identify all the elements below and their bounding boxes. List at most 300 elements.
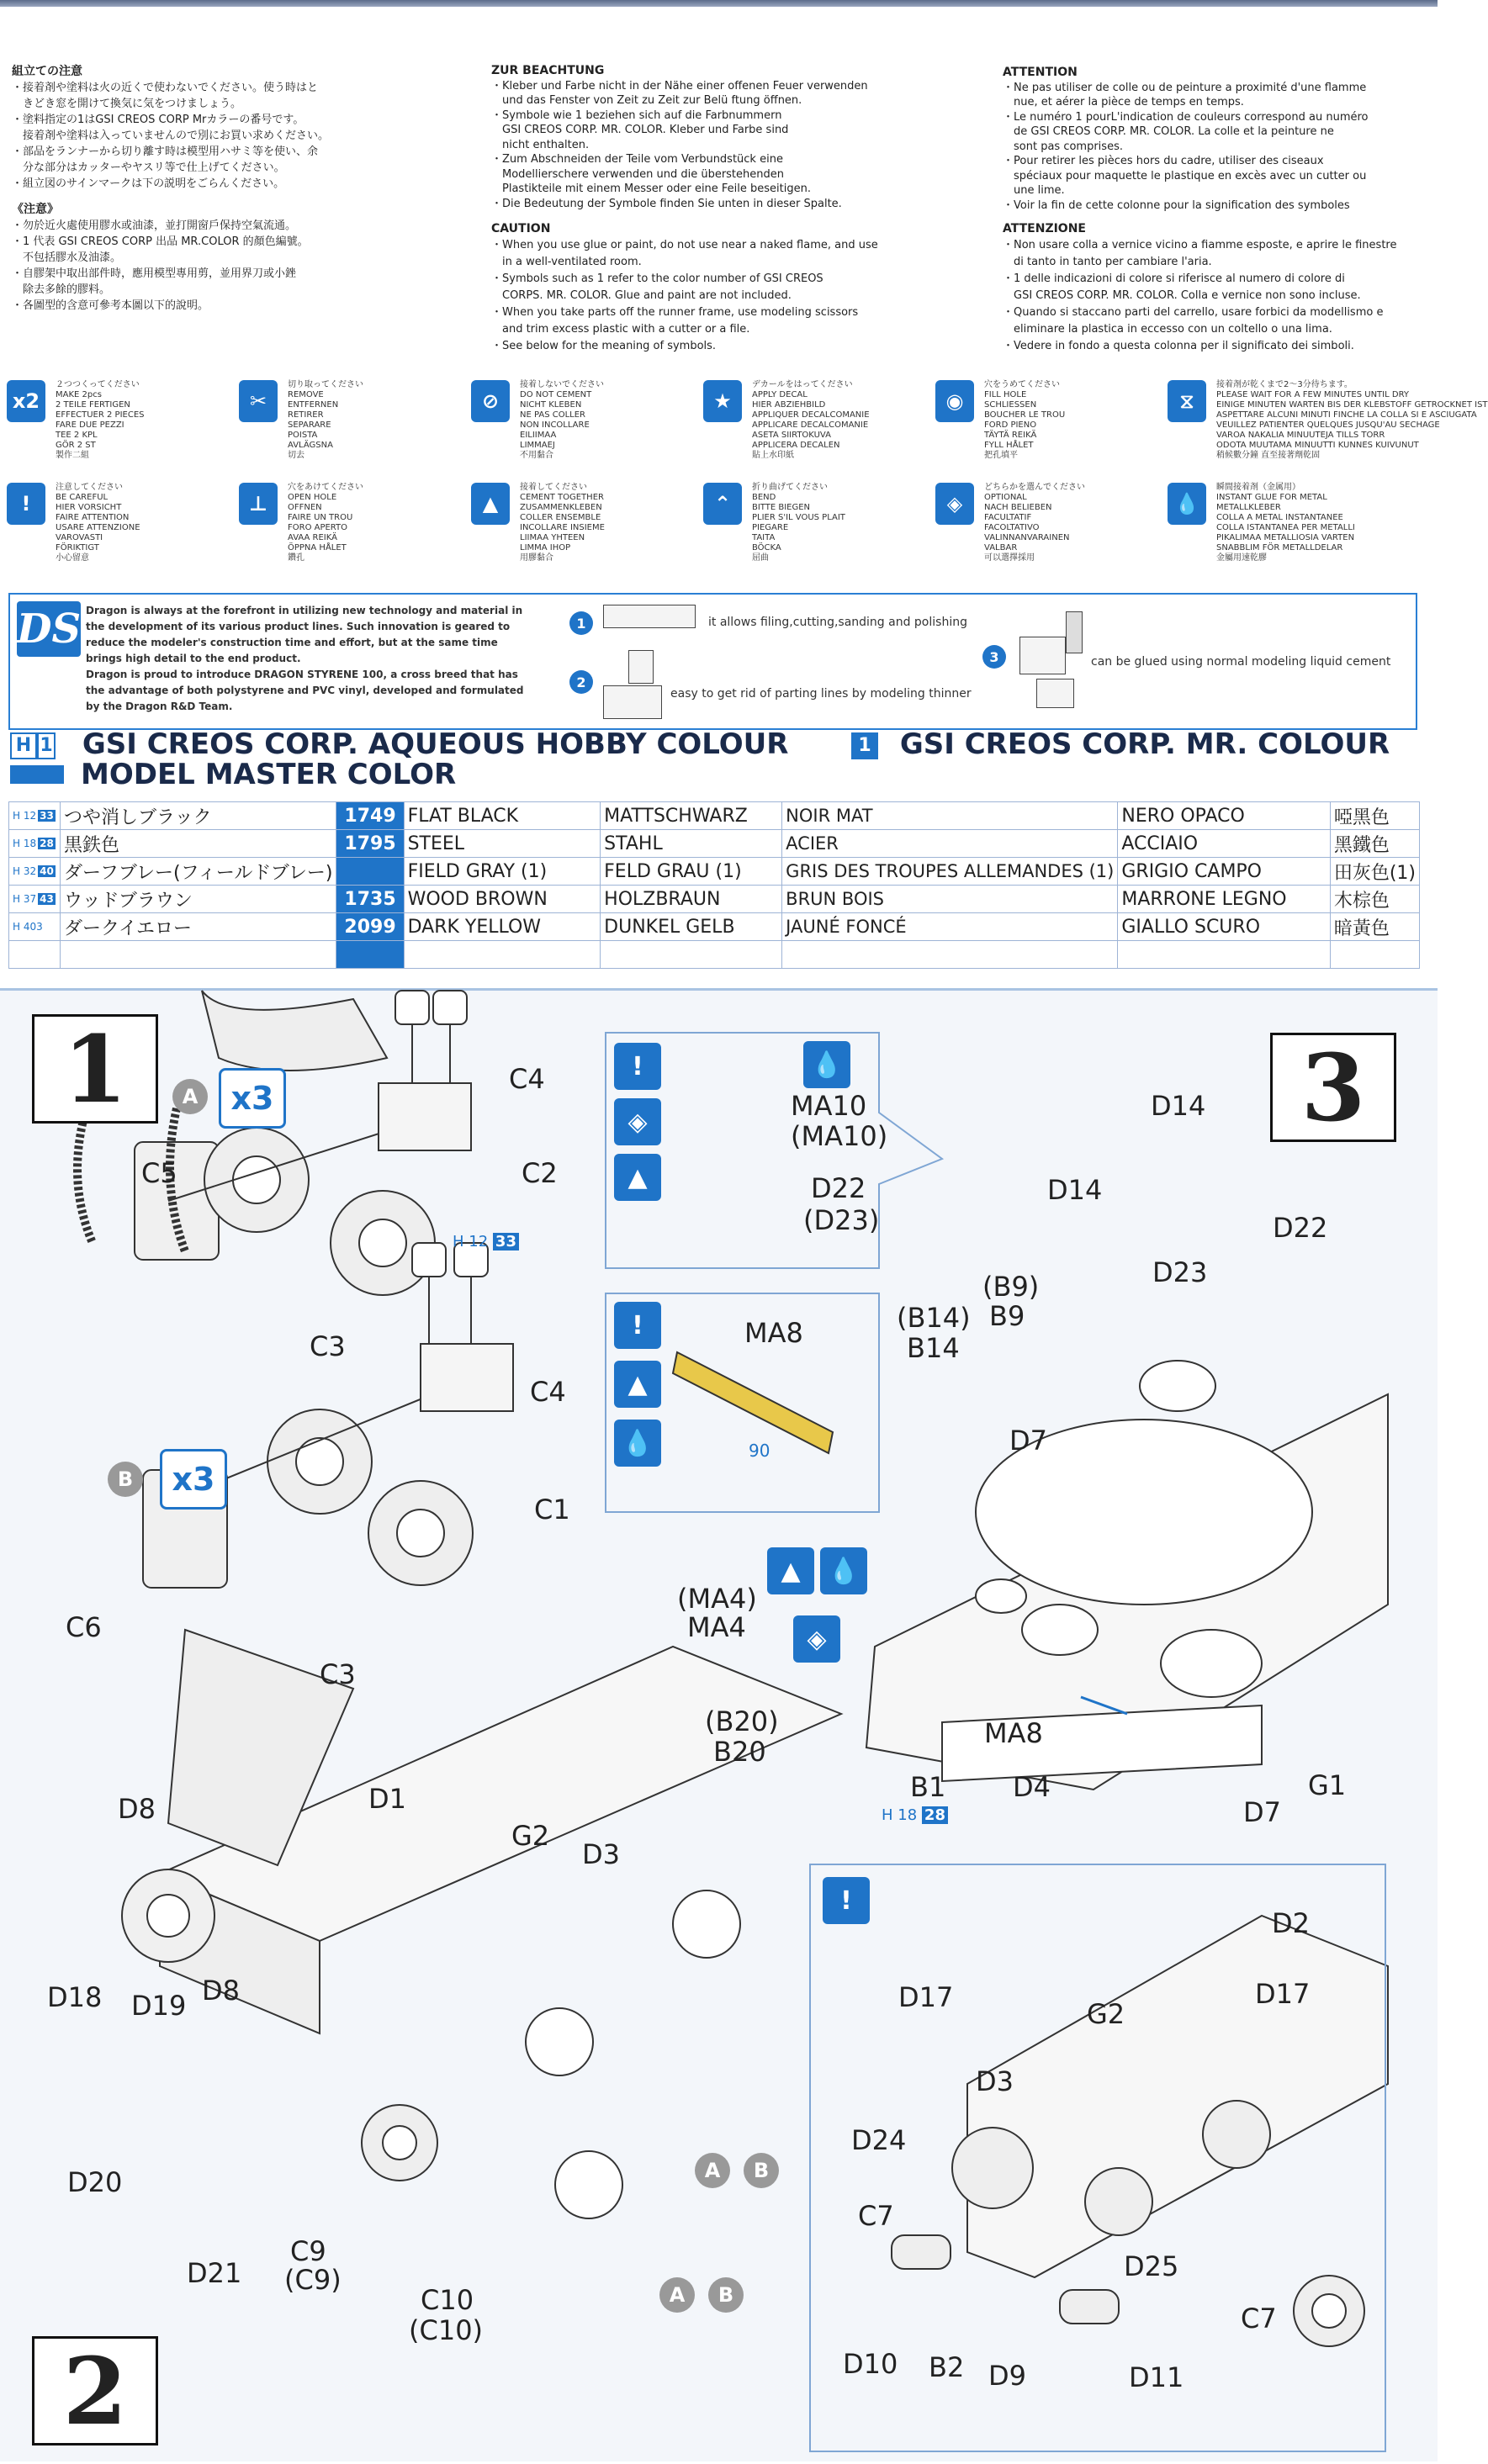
- legend-line: ODOTA MUUTAMA MINUUTTI KUNNES KUIVUNUT: [1216, 441, 1419, 450]
- note-line: ZUR BEACHTUNG: [491, 64, 605, 77]
- colour-code-cell: [9, 802, 61, 830]
- label-b9-alt: (B9): [982, 1271, 1040, 1303]
- note-line: 組立ての注意: [12, 65, 82, 78]
- part-cube-illustration-2: [1036, 679, 1074, 708]
- label-ma8-b: MA8: [984, 1717, 1043, 1749]
- note-line: ・1 delle indicazioni di colore si riferisce al numero di colore di: [1003, 272, 1345, 285]
- model-master-swatch: [10, 765, 64, 784]
- optional-icon: ◈: [614, 1098, 661, 1145]
- label-d7-a: D7: [1009, 1425, 1047, 1457]
- legend-line: FILL HOLE: [984, 390, 1027, 399]
- hobby-colour-code: H 403: [13, 921, 43, 933]
- notes-french: [1003, 66, 1369, 213]
- legend-line: APPLIQUER DECALCOMANIE: [752, 410, 870, 420]
- legend-line: 穴をあけてください: [288, 483, 363, 492]
- legend-line: 貼上水印紙: [752, 451, 794, 460]
- cement-bottle-illustration: [1066, 611, 1083, 653]
- ds-text-line: by the Dragon R&D Team.: [86, 701, 233, 712]
- legend-line: 接着しないでください: [520, 380, 604, 389]
- ds-text-line: Dragon is always at the forefront in utilizing new technology and material in: [86, 605, 523, 616]
- legend-item: [471, 483, 703, 579]
- instant-glue-icon-2: 💧: [614, 1420, 661, 1467]
- step-1-number: 1: [32, 1014, 158, 1124]
- label-ma4: MA4: [687, 1611, 746, 1643]
- label-c9-alt: (C9): [284, 2264, 342, 2296]
- legend-line: APPLY DECAL: [752, 390, 808, 399]
- legend-line: ZUSAMMENKLEBEN: [520, 503, 602, 512]
- colour-code-cell: 2099: [336, 913, 404, 941]
- cement-together-icon-3: ▲: [767, 1547, 814, 1594]
- colour-row: [9, 830, 1420, 858]
- label-d2: D2: [1272, 1907, 1310, 1939]
- note-line: Plastikteile mit einem Messer oder eine Feile beseitigen.: [491, 182, 812, 195]
- colour-code-cell: 1749: [336, 802, 404, 830]
- label-d24: D24: [851, 2124, 907, 2156]
- legend-line: 折り曲げてください: [752, 483, 828, 492]
- fill-hole-icon: ◉: [935, 380, 974, 422]
- colour-zh-cell: 啞黑色: [1330, 802, 1419, 830]
- label-c5: C5: [141, 1157, 177, 1189]
- legend-line: FAIRE UN TROU: [288, 513, 353, 522]
- mr-colour-code: 33: [40, 810, 54, 822]
- legend-line: GÖR 2 ST: [56, 441, 96, 450]
- legend-line: NE PAS COLLER: [520, 410, 585, 420]
- ds-point-1: 1: [569, 611, 593, 635]
- legend-line: FACULTATIF: [984, 513, 1032, 522]
- label-b20: B20: [713, 1736, 766, 1768]
- colour-row: [9, 913, 1420, 941]
- note-line: ・自膠架中取出部件時，應用模型專用剪，並用界刀或小銼: [12, 267, 297, 280]
- note-line: GSI CREOS CORP. MR. COLOR. Colla e vernice non sono incluse.: [1003, 289, 1361, 302]
- legend-line: NON INCOLLARE: [520, 420, 590, 430]
- label-c10: C10: [421, 2284, 474, 2316]
- aqueous-colour-heading: H 1 GSI CREOS CORP. AQUEOUS HOBBY COLOUR: [10, 727, 788, 761]
- legend-line: TEE 2 KPL: [56, 431, 98, 440]
- notes-german: [491, 64, 868, 211]
- legend-line: 製作二組: [56, 451, 89, 460]
- colour-code-cell: [9, 913, 61, 941]
- legend-text: [288, 380, 363, 477]
- be-careful-icon: !: [7, 483, 45, 525]
- legend-item: [1168, 483, 1400, 579]
- mr-colour-heading: 1 GSI CREOS CORP. MR. COLOUR: [851, 727, 1390, 761]
- colour-en-cell: FLAT BLACK: [404, 802, 601, 830]
- legend-line: 小心留意: [56, 553, 89, 563]
- legend-line: 屈曲: [752, 553, 769, 563]
- legend-line: VALBAR: [984, 543, 1018, 553]
- symbol-legend: [7, 380, 1488, 582]
- legend-line: APPLICERA DECALEN: [752, 441, 840, 450]
- colour-code-cell: [9, 830, 61, 858]
- colour-de-cell: [601, 941, 782, 969]
- legend-text: [984, 380, 1065, 477]
- legend-line: 瞬間接着剤（金属用）: [1216, 483, 1300, 492]
- legend-line: 切り取ってください: [288, 380, 363, 389]
- note-line: CAUTION: [491, 222, 551, 235]
- step-2-number: 2: [32, 2336, 158, 2445]
- legend-line: NACH BELIEBEN: [984, 503, 1052, 512]
- legend-line: 把孔填平: [984, 451, 1018, 460]
- legend-line: FARE DUE PEZZI: [56, 420, 124, 430]
- colour-en-cell: WOOD BROWN: [404, 886, 601, 913]
- legend-line: METALLKLEBER: [1216, 503, 1281, 512]
- legend-item: [935, 380, 1168, 477]
- legend-line: 鑽孔: [288, 553, 304, 563]
- legend-line: PLIER S'IL VOUS PLAIT: [752, 513, 845, 522]
- colour-en-cell: DARK YELLOW: [404, 913, 601, 941]
- note-line: ・Non usare colla a vernice vicino a fiamme esposte, e aprire le finestre: [1003, 239, 1397, 251]
- note-line: 分な部分はカッターやヤスリ等で仕上げてください。: [12, 161, 285, 174]
- note-line: nue, et aérer la pièce de temps en temps.: [1003, 96, 1244, 108]
- apply-decal-icon: ★: [703, 380, 742, 422]
- legend-line: BÖCKA: [752, 543, 781, 553]
- note-line: in a well-ventilated room.: [491, 256, 642, 268]
- legend-line: TAITA: [752, 533, 776, 542]
- colour-row: [9, 802, 1420, 830]
- ds-caption-1: it allows filing,cutting,sanding and polishing: [708, 616, 967, 629]
- legend-line: ASPETTARE ALCUNI MINUTI FINCHE LA COLLA SI E ASCIUGATA: [1216, 410, 1477, 420]
- file-tool-illustration: [603, 605, 696, 628]
- colour-code-cell: [336, 941, 404, 969]
- model-master-heading: MODEL MASTER COLOR: [81, 758, 457, 791]
- label-b9: B9: [989, 1300, 1025, 1332]
- legend-line: NICHT KLEBEN: [520, 400, 582, 410]
- label-c4-b: C4: [530, 1376, 566, 1408]
- label-ma10-alt: (MA10): [791, 1120, 888, 1152]
- suspension-unit-b-drawing: [143, 1243, 513, 1588]
- colour-it-cell: GIALLO SCURO: [1118, 913, 1330, 941]
- hobby-colour-code: H 37: [13, 893, 37, 905]
- legend-line: DO NOT CEMENT: [520, 390, 592, 399]
- legend-line: COLLA A METAL INSTANTANEE: [1216, 513, 1343, 522]
- legend-text: [1216, 380, 1488, 477]
- ds-text-line: the development of its various product lines. Such innovation is geared to: [86, 621, 511, 632]
- part-block-illustration: [603, 685, 662, 719]
- note-line: eliminare la plastica in eccesso con un coltello o una lima.: [1003, 323, 1332, 336]
- bend-icon: ⌃: [703, 483, 742, 525]
- legend-line: AVAA REIKÄ: [288, 533, 337, 542]
- colour-de-cell: FELD GRAU (1): [601, 858, 782, 886]
- label-bend-angle: 90: [749, 1441, 770, 1461]
- colour-code-cell: [336, 858, 404, 886]
- colour-it-cell: NERO OPACO: [1118, 802, 1330, 830]
- step-3-number: 3: [1270, 1033, 1396, 1142]
- note-line: ・Symbols such as 1 refer to the color number of GSI CREOS: [491, 272, 823, 285]
- label-d11: D11: [1129, 2361, 1184, 2393]
- label-d4: D4: [1013, 1771, 1051, 1803]
- colour-fr-cell: BRUN BOIS: [782, 886, 1118, 913]
- note-line: and trim excess plastic with a cutter or a file.: [491, 323, 750, 336]
- colour-de-cell: HOLZBRAUN: [601, 886, 782, 913]
- part-cube-illustration: [1019, 637, 1066, 674]
- legend-line: OPEN HOLE: [288, 493, 337, 502]
- colour-zh-cell: 木棕色: [1330, 886, 1419, 913]
- colour-de-cell: MATTSCHWARZ: [601, 802, 782, 830]
- ds-text-line: reduce the modeler's construction time and effort, but at the same time: [86, 637, 498, 648]
- notes-italian: [1003, 220, 1396, 355]
- ds-point-3: 3: [982, 645, 1006, 669]
- legend-line: 接着剤が乾くまで2〜3分待ちます。: [1216, 380, 1353, 389]
- legend-line: FORO APERTO: [288, 523, 348, 532]
- note-line: 接着剤や塗料は入っていませんので別にお買い求めください。: [12, 130, 330, 142]
- note-line: ・See below for the meaning of symbols.: [491, 340, 717, 352]
- variant-b-badge-2: B: [744, 2153, 779, 2188]
- colour-row: [9, 886, 1420, 913]
- assembly-section: [0, 988, 1438, 2461]
- note-line: de GSI CREOS CORP. MR. COLOR. La colle et la peinture ne: [1003, 125, 1334, 138]
- be-careful-icon-3: !: [823, 1877, 870, 1924]
- cement-together-icon: ▲: [614, 1154, 661, 1201]
- legend-line: HIER VORSICHT: [56, 503, 122, 512]
- legend-line: SNABBLIM FÖR METALLDELAR: [1216, 543, 1343, 553]
- legend-line: BE CAREFUL: [56, 493, 109, 502]
- legend-line: EILIIMAA: [520, 431, 557, 440]
- colour-jp-cell: ウッドブラウン: [61, 886, 336, 913]
- colour-code-cell: [9, 941, 61, 969]
- open-hole-icon: ⊥: [239, 483, 278, 525]
- legend-line: OPTIONAL: [984, 493, 1027, 502]
- colour-fr-cell: [782, 941, 1118, 969]
- variant-a-badge: A: [172, 1079, 208, 1114]
- label-g1: G1: [1308, 1769, 1347, 1801]
- ds-text-line: Dragon is proud to introduce DRAGON STYRENE 100, a cross breed that has: [86, 669, 518, 680]
- legend-line: MAKE 2pcs: [56, 390, 102, 399]
- note-line: ・Kleber und Farbe nicht in der Nähe einer offenen Feuer verwenden: [491, 79, 868, 93]
- legend-text: [520, 380, 604, 477]
- legend-line: VEUILLEZ PATIENTER QUELQUES JUSQU'AU SECHAGE: [1216, 420, 1440, 430]
- legend-line: VALINNANVARAINEN: [984, 533, 1070, 542]
- label-d7-b: D7: [1243, 1796, 1281, 1828]
- note-line: ・Quando si staccano parti del carrello, usare forbici da modellismo e: [1003, 306, 1384, 319]
- mr-colour-code: 40: [40, 865, 54, 877]
- legend-line: LIMMAEJ: [520, 441, 555, 450]
- colour-it-cell: MARRONE LEGNO: [1118, 886, 1330, 913]
- label-b1: B1: [910, 1771, 946, 1803]
- note-line: ・Voir la fin de cette colonne pour la signification des symboles: [1003, 198, 1350, 212]
- legend-line: FÖRIKTIGT: [56, 543, 99, 553]
- colour-fr-cell: GRIS DES TROUPES ALLEMANDES (1): [782, 858, 1118, 886]
- legend-line: BEND: [752, 493, 776, 502]
- legend-line: EINIGE MINUTEN WARTEN BIS DER KLEBSTOFF GETROCKNET IST: [1216, 400, 1488, 410]
- do-not-cement-icon: ⊘: [471, 380, 510, 422]
- label-d17-a: D17: [898, 1981, 954, 2013]
- legend-line: BOUCHER LE TROU: [984, 410, 1066, 420]
- note-line: sont pas comprises.: [1003, 140, 1123, 153]
- legend-line: POISTA: [288, 431, 318, 440]
- legend-text: [288, 483, 363, 579]
- cement-together-icon: ▲: [471, 483, 510, 525]
- colour-it-cell: ACCIAIO: [1118, 830, 1330, 858]
- legend-line: COLLA ISTANTANEA PER METALLI: [1216, 523, 1355, 532]
- legend-text: [56, 380, 144, 477]
- ds-point-2: 2: [569, 670, 593, 694]
- notes-japanese: [12, 64, 329, 192]
- note-line: ・Die Bedeutung der Symbole finden Sie unten in dieser Spalte.: [491, 197, 842, 210]
- legend-item: [1168, 380, 1488, 477]
- instant-glue-icon: 💧: [803, 1041, 850, 1088]
- variant-b-badge: B: [108, 1462, 143, 1497]
- cement-together-icon-2: ▲: [614, 1361, 661, 1408]
- instant-glue-icon: 💧: [1168, 483, 1206, 525]
- legend-line: VAROA NAKALIA MINUUTEJA TILLS TORR: [1216, 431, 1385, 440]
- note-line: une lime.: [1003, 184, 1065, 197]
- legend-line: FYLL HÅLET: [984, 441, 1034, 450]
- hobby-colour-code: H 18: [13, 838, 37, 849]
- legend-line: 接着してください: [520, 483, 587, 492]
- hobby-colour-badge: H: [10, 732, 37, 759]
- legend-item: [239, 483, 471, 579]
- label-d21: D21: [187, 2257, 242, 2289]
- colour-zh-cell: [1330, 941, 1419, 969]
- legend-line: どちらかを選んでください: [984, 483, 1085, 492]
- note-line: ・Pour retirer les pièces hors du cadre, utiliser des ciseaux: [1003, 155, 1324, 167]
- note-line: ・接着剤や塗料は火の近くで使わないでください。使う時はと: [12, 82, 319, 94]
- legend-item: [935, 483, 1168, 579]
- legend-line: FACOLTATIVO: [984, 523, 1040, 532]
- legend-line: PLEASE WAIT FOR A FEW MINUTES UNTIL DRY: [1216, 390, 1409, 399]
- legend-line: SEPARARE: [288, 420, 331, 430]
- top-border: [0, 0, 1438, 7]
- colour-code-cell: [9, 858, 61, 886]
- make-three-icon-b: x3: [160, 1449, 227, 1510]
- colour-jp-cell: つや消しブラック: [61, 802, 336, 830]
- legend-line: PIKALIMAA METALLIOSIA VARTEN: [1216, 533, 1355, 542]
- note-line: ・When you use glue or paint, do not use near a naked flame, and use: [491, 239, 878, 251]
- be-careful-icon-2: !: [614, 1302, 661, 1349]
- ds-text-line: the advantage of both polystyrene and PVC vinyl, developed and formulated: [86, 685, 524, 696]
- ds-logo-icon: DS: [17, 601, 81, 657]
- legend-text: [752, 483, 845, 579]
- label-d3-b: D3: [976, 2065, 1014, 2097]
- legend-line: 金屬用速乾膠: [1216, 553, 1267, 563]
- legend-line: REMOVE: [288, 390, 324, 399]
- legend-line: デカールをはってください: [752, 380, 853, 389]
- notes-chinese: [12, 202, 309, 314]
- note-line: ・Vedere in fondo a questa colonna per il significato dei simboli.: [1003, 340, 1354, 352]
- label-ma10: MA10: [791, 1090, 867, 1122]
- be-careful-icon: !: [614, 1043, 661, 1090]
- label-g2-b: G2: [1087, 1998, 1125, 2030]
- label-b14-alt: (B14): [897, 1302, 971, 1334]
- label-d17-b: D17: [1255, 1978, 1311, 2010]
- note-line: ・組立図のサインマークは下の説明をごらんください。: [12, 177, 285, 190]
- colour-de-cell: STAHL: [601, 830, 782, 858]
- label-d1: D1: [368, 1783, 406, 1815]
- label-d3-a: D3: [582, 1838, 620, 1870]
- colour-zh-cell: 田灰色(1): [1330, 858, 1419, 886]
- note-line: und das Fenster von Zeit zu Zeit zur Belü ftung öffnen.: [491, 94, 802, 107]
- label-b20-alt: (B20): [705, 1705, 779, 1737]
- label-d14-a: D14: [1151, 1090, 1206, 1122]
- notes-english: [491, 220, 878, 355]
- note-line: ・勿於近火處使用膠水或油漆，並打開窗戶保持空氣流通。: [12, 219, 297, 232]
- legend-line: 穴をうめてください: [984, 380, 1060, 389]
- legend-line: ASETA SIIRTOKUVA: [752, 431, 831, 440]
- colour-it-cell: [1118, 941, 1330, 969]
- note-line: ・各圖型的含意可參考本圖以下的說明。: [12, 299, 209, 312]
- d1-mudguard-drawing: [202, 991, 387, 1071]
- mr-colour-badge: 1: [851, 732, 878, 759]
- label-d19: D19: [131, 1990, 187, 2022]
- note-line: ・塗料指定の1はGSI CREOS CORP Mrカラーの番号です。: [12, 114, 304, 126]
- legend-line: ÖPPNA HÅLET: [288, 543, 347, 553]
- thinner-bottle-illustration: [628, 650, 654, 684]
- optional-icon: ◈: [935, 483, 974, 525]
- legend-line: OFFNEN: [288, 503, 322, 512]
- label-g2-a: G2: [511, 1820, 550, 1852]
- make-two-copies-icon: x2: [7, 380, 45, 422]
- legend-line: LIIMAA YHTEEN: [520, 533, 585, 542]
- legend-line: 注意してください: [56, 483, 123, 492]
- legend-line: FAIRE ATTENTION: [56, 513, 130, 522]
- colour-fr-cell: JAUNÉ FONCÉ: [782, 913, 1118, 941]
- label-d20: D20: [67, 2166, 123, 2198]
- label-c6: C6: [66, 1611, 102, 1643]
- colour-row: [9, 858, 1420, 886]
- wait-glue-icon: ⧖: [1168, 380, 1206, 422]
- label-d25: D25: [1124, 2250, 1179, 2282]
- label-c3-a: C3: [310, 1330, 346, 1362]
- legend-item: [239, 380, 471, 477]
- legend-line: PIEGARE: [752, 523, 789, 532]
- colour-tag-h12: H 12 33: [453, 1233, 519, 1251]
- legend-item: [703, 380, 935, 477]
- label-d23-alt: (D23): [803, 1204, 880, 1236]
- ds-description: [86, 603, 557, 715]
- colour-jp-cell: ダーフブレー(フィールドブレー): [61, 858, 336, 886]
- note-line: Modellierschere verwenden und die überstehenden: [491, 167, 784, 181]
- legend-line: 可以選擇採用: [984, 553, 1035, 563]
- legend-item: [703, 483, 935, 579]
- legend-line: COLLER ENSEMBLE: [520, 513, 601, 522]
- note-line: ATTENTION: [1003, 66, 1078, 79]
- legend-line: INSTANT GLUE FOR METAL: [1216, 493, 1327, 502]
- legend-line: VAROVASTI: [56, 533, 103, 542]
- label-c2: C2: [522, 1157, 558, 1189]
- instant-glue-icon-3: 💧: [820, 1547, 867, 1594]
- legend-line: CEMENT TOGETHER: [520, 493, 604, 502]
- note-line: きどき窓を開けて換気に気をつけましょう。: [12, 98, 242, 110]
- label-d14-b: D14: [1047, 1174, 1103, 1206]
- ds-caption-3: can be glued using normal modeling liquid cement: [1091, 655, 1391, 669]
- label-d23-b: D23: [1152, 1256, 1208, 1288]
- legend-item: [7, 483, 239, 579]
- label-d8-b: D8: [202, 1975, 240, 2007]
- mr-colour-code: 43: [40, 893, 54, 905]
- label-ma4-alt: (MA4): [677, 1583, 757, 1615]
- note-line: CORPS. MR. COLOR. Glue and paint are not included.: [491, 289, 792, 302]
- legend-line: AVLÄGSNA: [288, 441, 333, 450]
- colour-en-cell: STEEL: [404, 830, 601, 858]
- legend-line: INCOLLARE INSIEME: [520, 523, 605, 532]
- label-ma8-a: MA8: [744, 1317, 803, 1349]
- note-line: 除去多餘的膠料。: [12, 283, 111, 296]
- legend-line: HIER ABZIEHBILD: [752, 400, 826, 410]
- label-c4-a: C4: [509, 1063, 545, 1095]
- label-c3-b: C3: [320, 1658, 356, 1690]
- label-c7-b: C7: [1241, 2303, 1277, 2334]
- colour-fr-cell: ACIER: [782, 830, 1118, 858]
- colour-code-cell: [9, 886, 61, 913]
- colour-jp-cell: ダークイエロー: [61, 913, 336, 941]
- legend-line: BITTE BIEGEN: [752, 503, 811, 512]
- colour-en-cell: FIELD GRAY (1): [404, 858, 601, 886]
- note-line: ・Le numéro 1 pourL'indication de couleurs correspond au numéro: [1003, 110, 1369, 124]
- legend-line: USARE ATTENZIONE: [56, 523, 140, 532]
- remove-icon: ✂: [239, 380, 278, 422]
- label-d10: D10: [843, 2348, 898, 2380]
- legend-line: 用膠黏合: [520, 553, 553, 563]
